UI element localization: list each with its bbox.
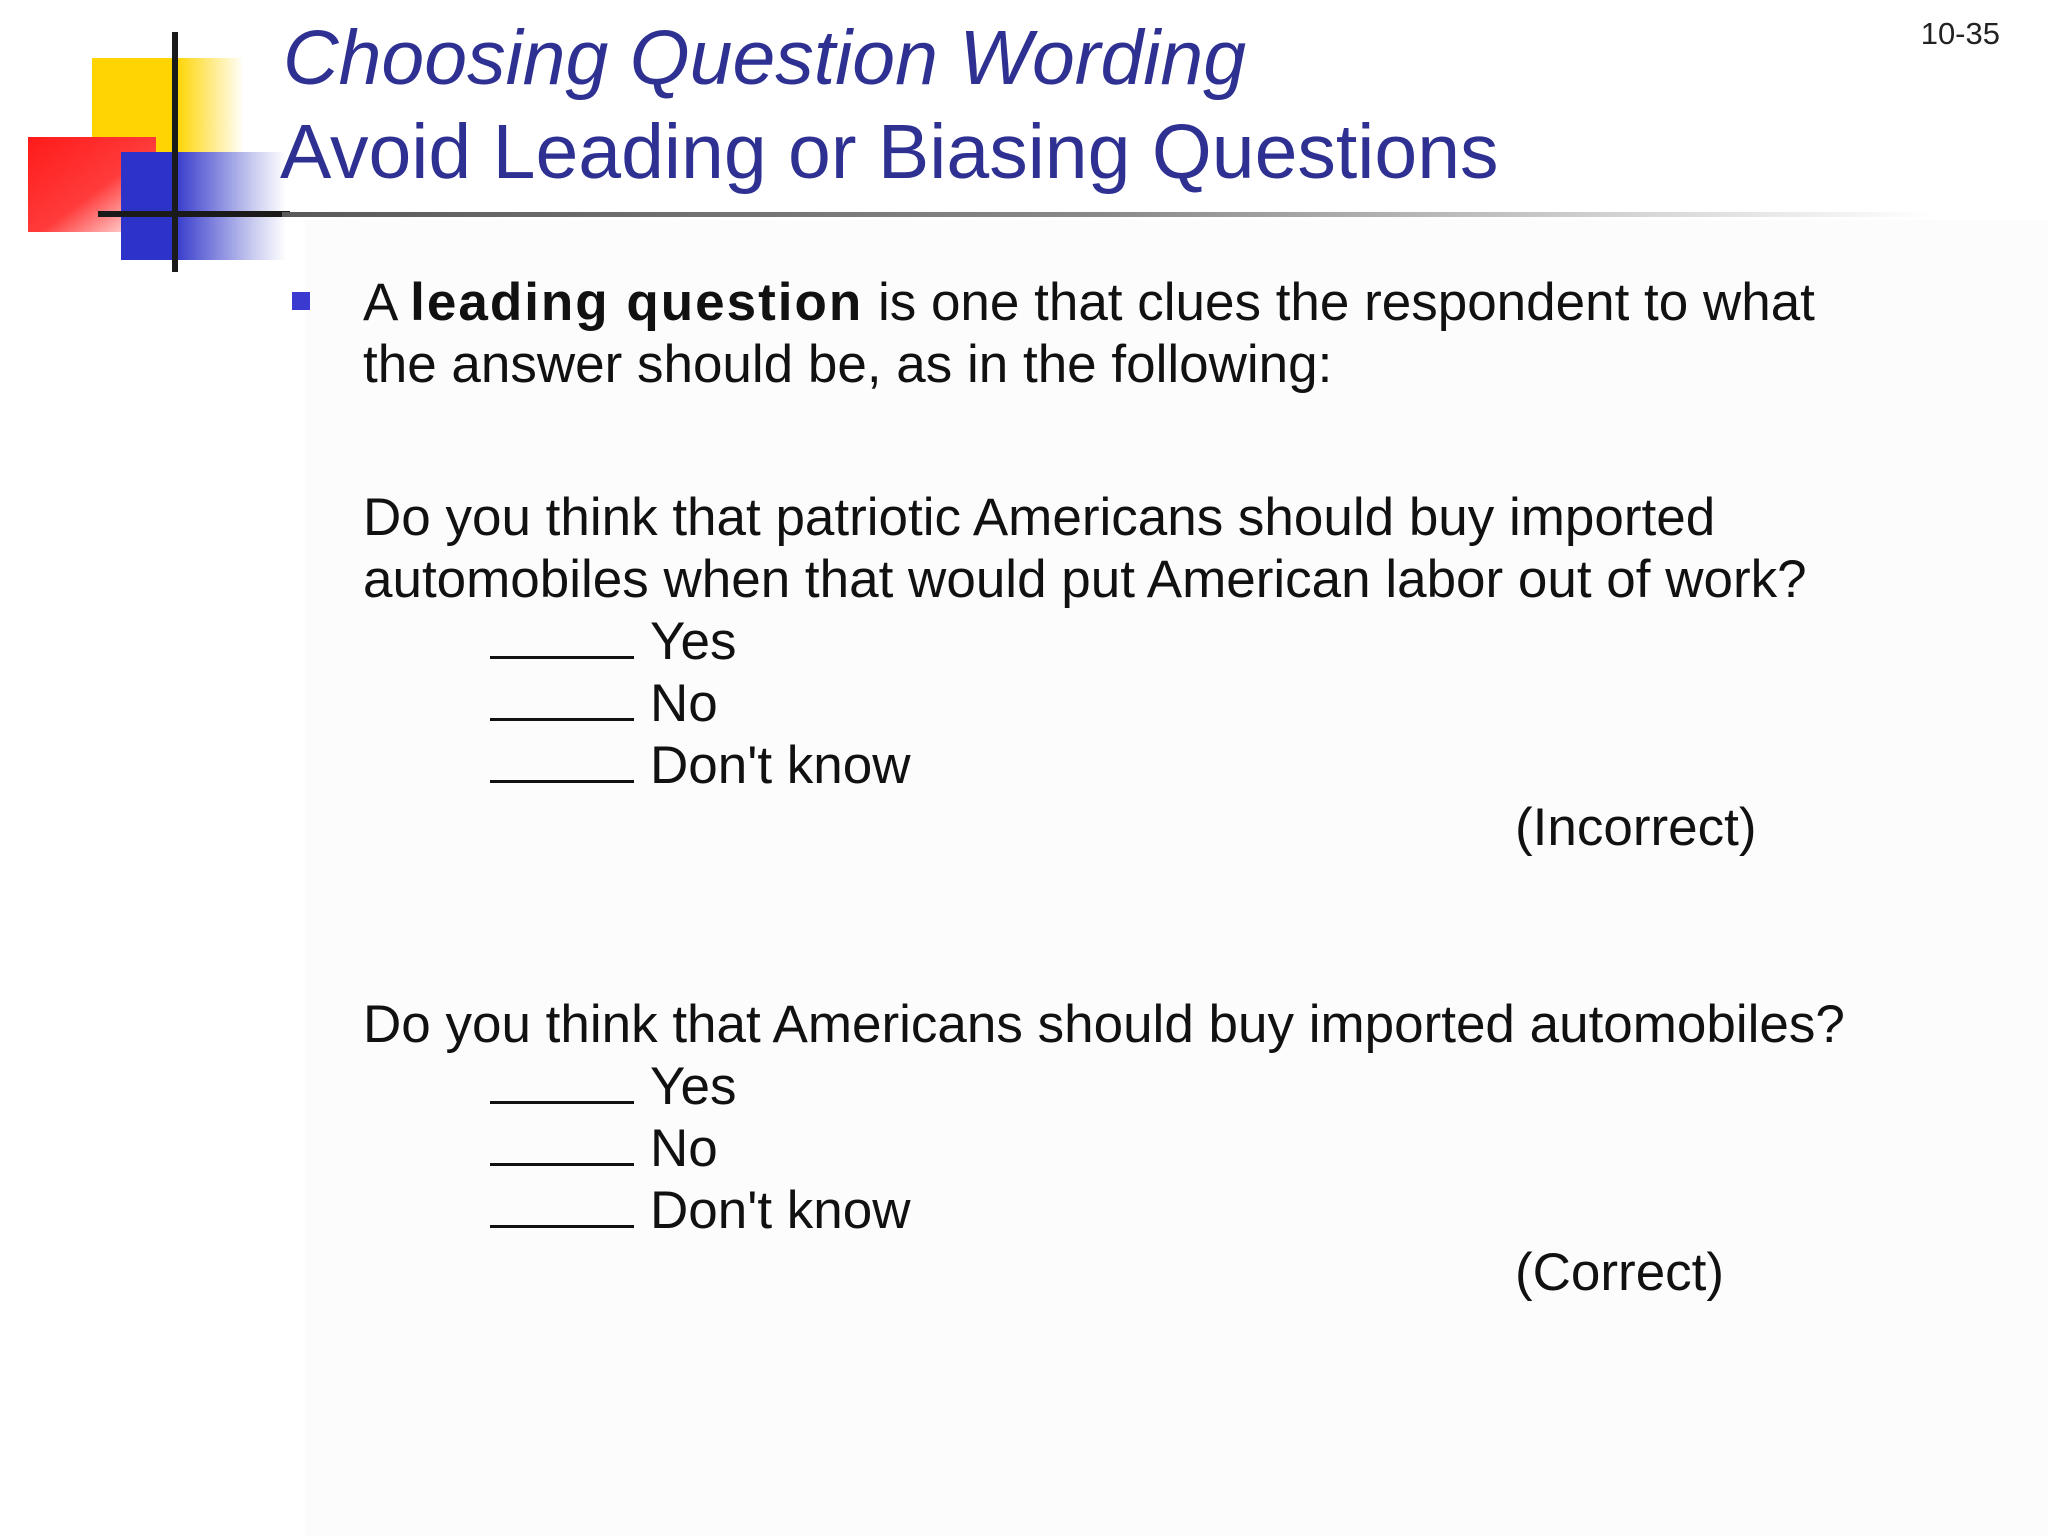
horizontal-line-icon: [98, 211, 290, 217]
choice-label: Don't know: [650, 736, 911, 795]
blue-square-icon: [121, 152, 286, 260]
answer-blank: [490, 1181, 634, 1228]
choice-label: Yes: [650, 612, 737, 671]
choice-label: Yes: [650, 1057, 737, 1116]
content-panel: [305, 220, 2048, 1536]
bullet-line-1: [363, 272, 1815, 334]
choice-label: No: [650, 674, 718, 733]
page-number: 10-35: [1920, 16, 2000, 51]
correct-choice-no: [490, 1118, 718, 1180]
choice-label: No: [650, 1119, 718, 1178]
title-line-1: Choosing Question Wording: [283, 15, 1247, 101]
incorrect-choice-yes: [490, 611, 736, 673]
correct-choice-yes: [490, 1056, 736, 1118]
title-line-2: Avoid Leading or Biasing Questions: [280, 109, 1499, 195]
bullet-line-2: the answer should be, as in the following:: [363, 335, 1333, 394]
decorative-logo-icon: [0, 0, 290, 280]
bullet-prefix: A: [363, 273, 411, 332]
correct-choice-dont-know: [490, 1180, 911, 1242]
answer-blank: [490, 674, 634, 721]
incorrect-verdict: (Incorrect): [1515, 798, 1757, 857]
bullet-square-icon: [292, 292, 310, 310]
correct-question-line-1: Do you think that Americans should buy imported automobiles?: [363, 995, 1845, 1054]
choice-label: Don't know: [650, 1181, 911, 1240]
incorrect-choice-dont-know: [490, 735, 911, 797]
answer-blank: [490, 1057, 634, 1104]
bullet-term: leading question: [410, 273, 864, 332]
answer-blank: [490, 1119, 634, 1166]
title-divider: [282, 212, 1932, 217]
bullet-rest: is one that clues the respondent to what: [863, 273, 1815, 332]
answer-blank: [490, 612, 634, 659]
correct-verdict: (Correct): [1515, 1243, 1725, 1302]
incorrect-question-line-2: automobiles when that would put American labor out of work?: [363, 550, 1807, 609]
vertical-line-icon: [172, 32, 178, 272]
incorrect-choice-no: [490, 673, 718, 735]
answer-blank: [490, 736, 634, 783]
incorrect-question-line-1: Do you think that patriotic Americans should buy imported: [363, 488, 1716, 547]
